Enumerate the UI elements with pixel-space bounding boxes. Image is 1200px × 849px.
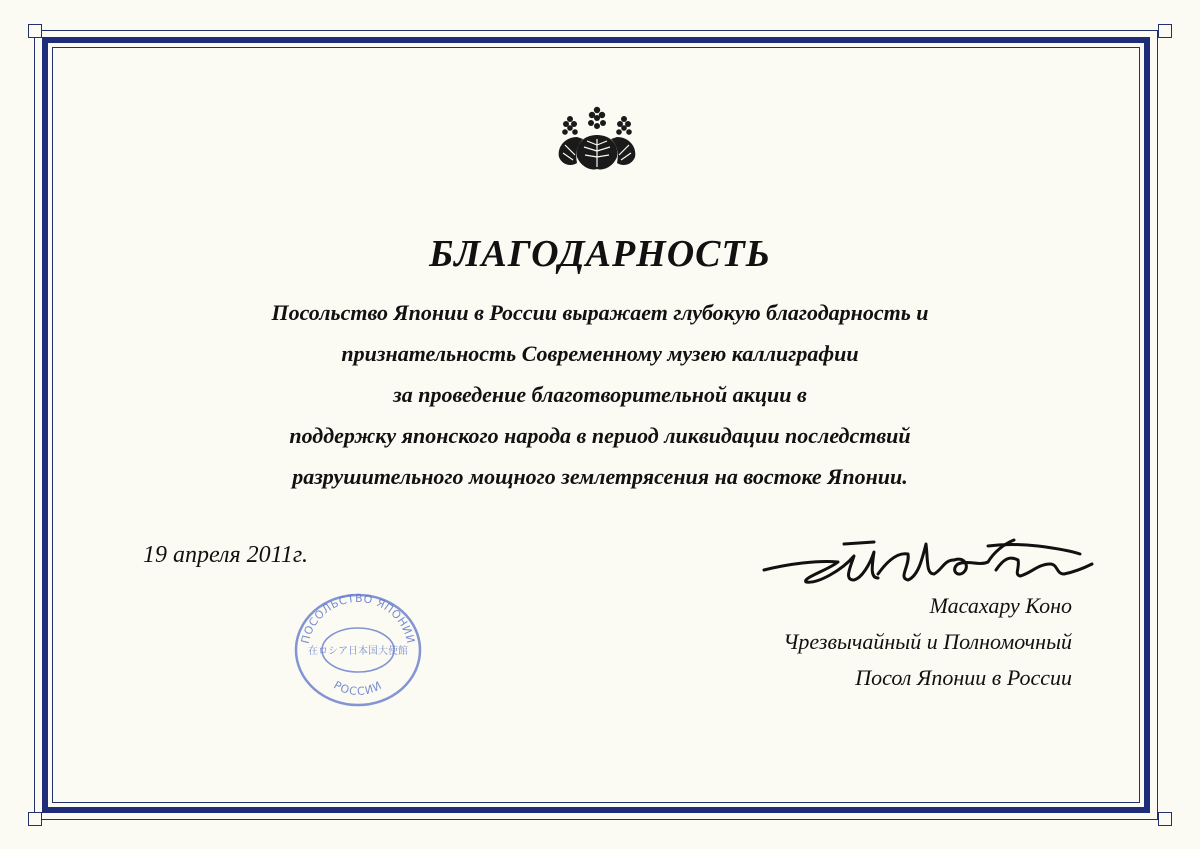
document-date: 19 апреля 2011г.: [143, 542, 308, 568]
paulownia-emblem-icon: [555, 105, 639, 175]
body-line: признательность Современному музею каллиграфии: [341, 341, 859, 366]
stamp-top-text: ПОСОЛЬСТВО ЯПОНИИ: [298, 591, 418, 645]
signer-title: Чрезвычайный и Полномочный: [783, 629, 1072, 654]
border-corner-bottom-left: [28, 812, 42, 826]
svg-text:РОССИИ: [331, 679, 384, 699]
body-line: Посольство Японии в России выражает глубокую благодарность и: [271, 300, 929, 325]
embassy-stamp: [290, 590, 426, 710]
border-corner-bottom-right: [1158, 812, 1172, 826]
document-title: БЛАГОДАРНОСТЬ: [429, 233, 771, 275]
border-corner-top-right: [1158, 24, 1172, 38]
body-line: поддержку японского народа в период ликвидации последствий: [289, 423, 911, 448]
stamp-bottom-text: РОССИИ: [331, 678, 385, 699]
signer-name: Масахару Коно: [929, 593, 1072, 618]
body-line: за проведение благотворительной акции в: [393, 382, 807, 407]
signer-title: Посол Японии в России: [855, 665, 1072, 690]
svg-text:ПОСОЛЬСТВО ЯПОНИИ: [299, 592, 418, 645]
body-line: разрушительного мощного землетрясения на востоке Японии.: [292, 464, 908, 489]
stamp-center-text: 在ロシア日本国大使館: [308, 646, 408, 657]
border-corner-top-left: [28, 24, 42, 38]
body-text: [100, 292, 1100, 497]
signer-block: [572, 588, 1072, 696]
